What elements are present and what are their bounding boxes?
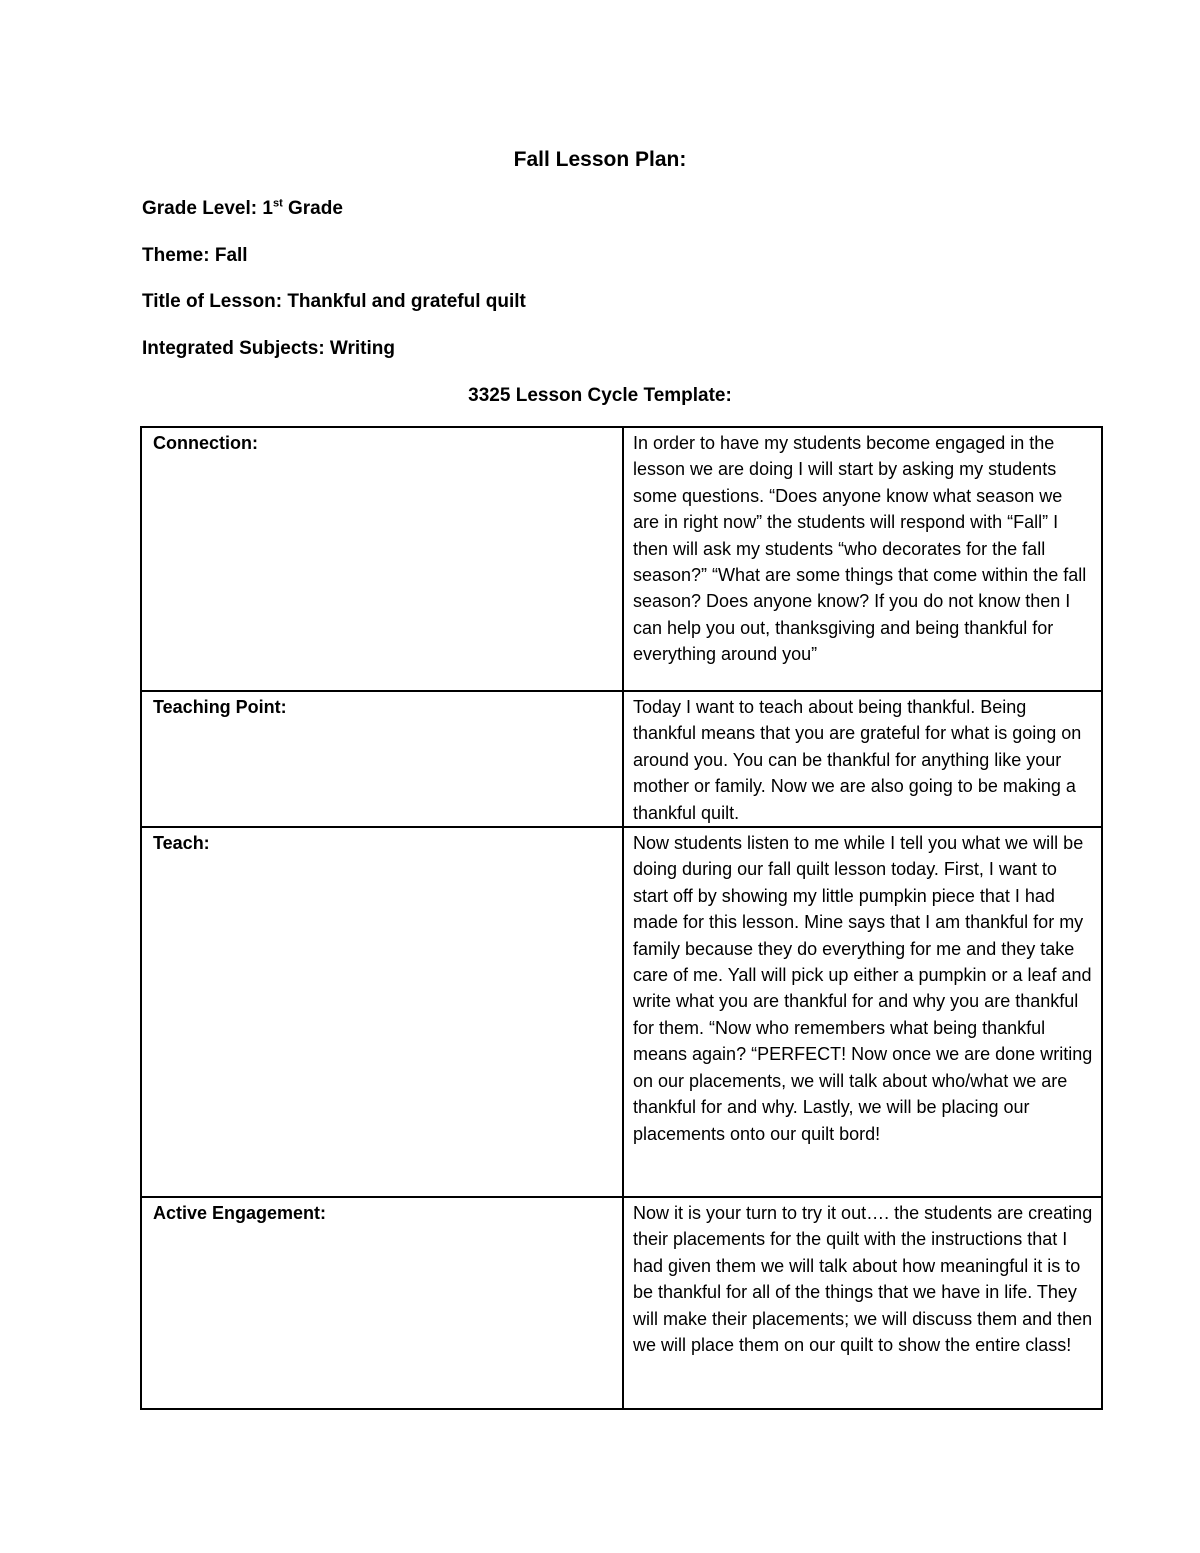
- teach-content: Now students listen to me while I tell you what we will be doing during our fall quilt lesson today. First, I want to start off by showing my little pumpkin piece that I had made for this lesson. Mine says that I am thankful for my family because they do everything for me and they take care of me. Yall will pick up either a pumpkin or a leaf and write what you are thankful for and why you are thankful for them. “Now who remembers what being thankful means again? “PERFECT! Now once we are done writing on our placements, we will talk about who/what we are thankful for and why. Lastly, we will be placing our placements onto our quilt bord!: [623, 827, 1102, 1197]
- table-row: [141, 1197, 1102, 1409]
- theme: Theme: Fall: [142, 245, 248, 266]
- connection-label: Connection:: [141, 427, 623, 691]
- teaching-point-content: Today I want to teach about being thankful. Being thankful means that you are grateful for what is going on around you. You can be thankful for anything like your mother or family. Now we are also going to be making a thankful quilt.: [623, 691, 1102, 827]
- document-title: Fall Lesson Plan:: [513, 148, 687, 171]
- lesson-title: Title of Lesson: Thankful and grateful quilt: [142, 291, 526, 312]
- table-row: [141, 691, 1102, 827]
- lesson-cycle-table: [140, 426, 1103, 1410]
- integrated-subjects: Integrated Subjects: Writing: [142, 338, 396, 359]
- template-title: 3325 Lesson Cycle Template:: [468, 385, 732, 406]
- table-row: [141, 427, 1102, 691]
- grade-level-suffix: Grade: [282, 198, 343, 219]
- grade-level: [142, 196, 343, 222]
- teaching-point-label: Teaching Point:: [141, 691, 623, 827]
- active-engagement-label: Active Engagement:: [141, 1197, 623, 1409]
- grade-level-label: Grade Level: 1: [142, 198, 273, 219]
- grade-level-superscript: st: [272, 197, 283, 210]
- teach-label: Teach:: [141, 827, 623, 1197]
- connection-content: In order to have my students become engaged in the lesson we are doing I will start by asking my students some questions. “Does anyone know what season we are in right now” the students will respond with “Fall” I then will ask my students “who decorates for the fall season?” “What are some things that come within the fall season? Does anyone know? If you do not know then I can help you out, thanksgiving and being thankful for everything around you”: [623, 427, 1102, 691]
- table-row: [141, 827, 1102, 1197]
- active-engagement-content: Now it is your turn to try it out…. the students are creating their placements for the quilt with the instructions that I had given them we will talk about how meaningful it is to be thankful for all of the things that we have in life. They will make their placements; we will discuss them and then we will place them on our quilt to show the entire class!: [623, 1197, 1102, 1409]
